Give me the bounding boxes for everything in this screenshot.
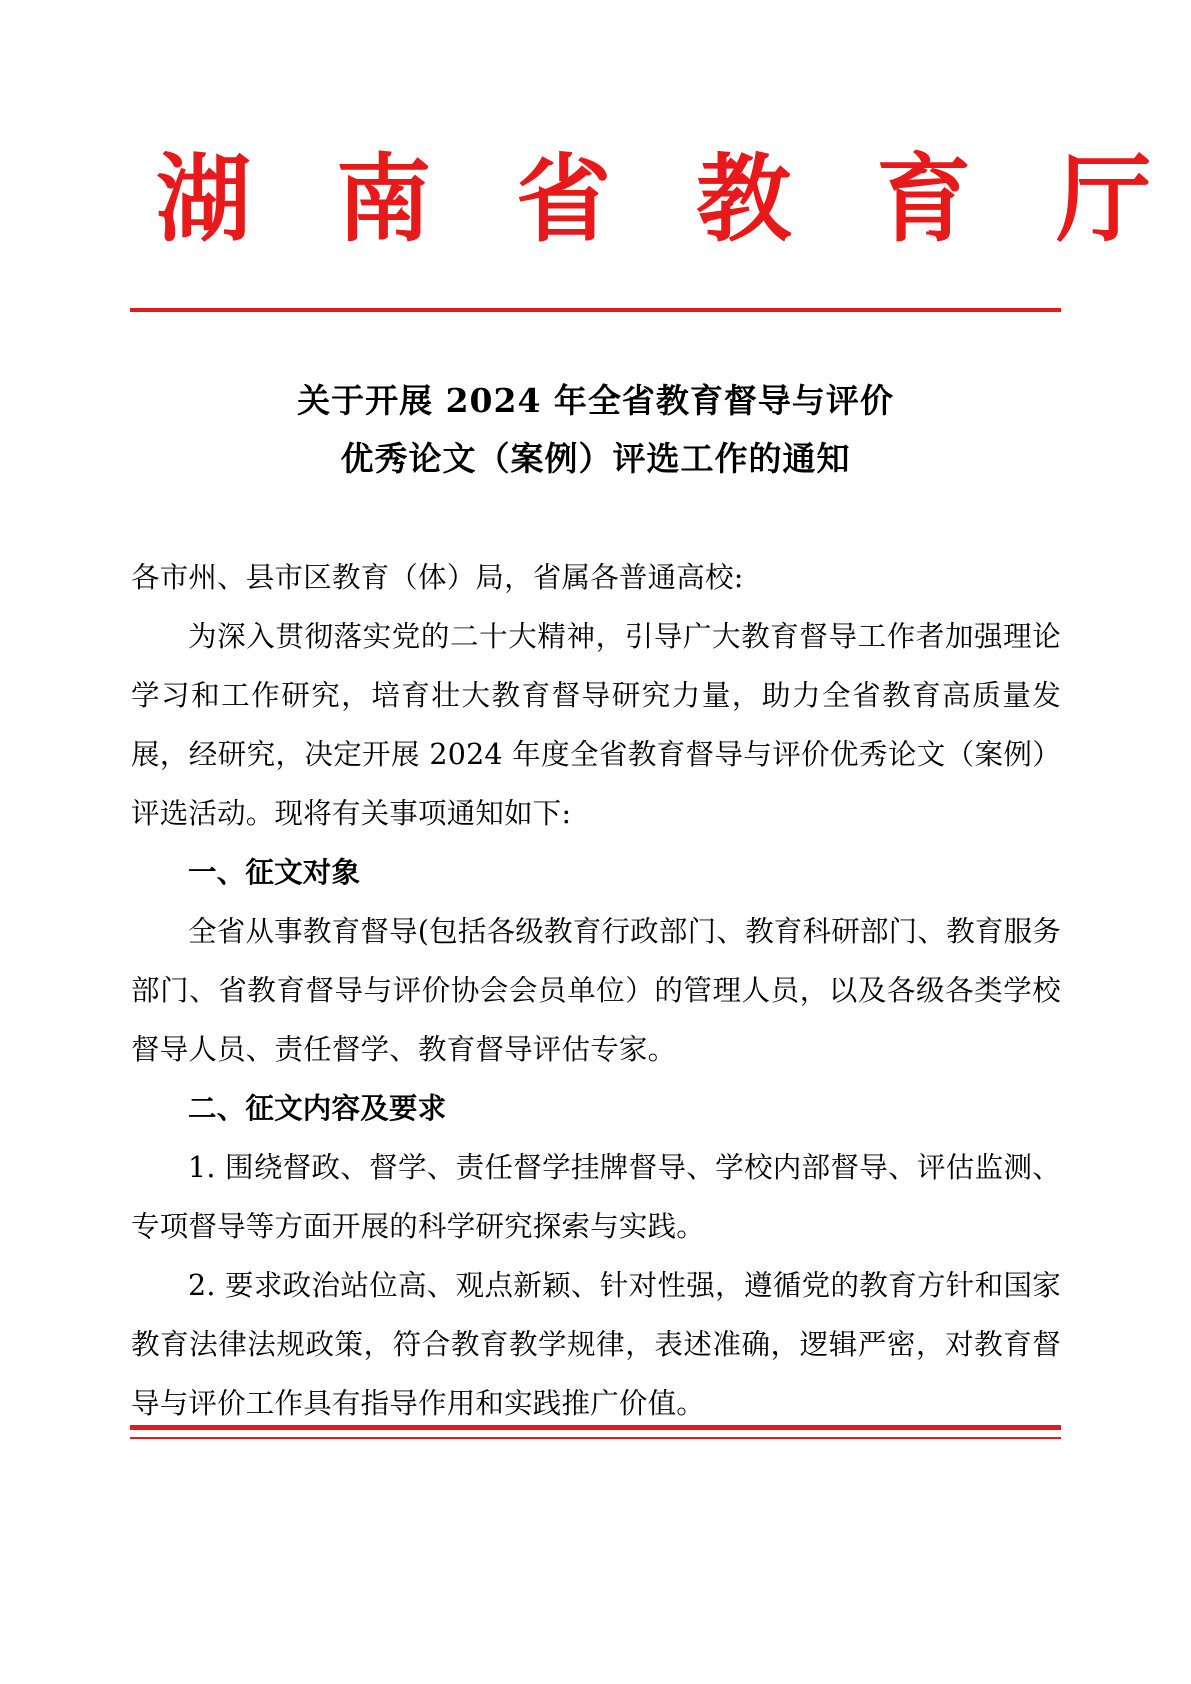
section-heading-two: 二、征文内容及要求	[188, 1091, 447, 1125]
document-body	[131, 548, 1061, 1433]
page-title-line-2: 优秀论文（案例）评选工作的通知	[340, 438, 851, 478]
letterhead-divider-rule	[130, 308, 1061, 312]
issuing-organization: 湖 南 省 教 育 厅	[156, 144, 1178, 255]
intro-paragraph: 为深入贯彻落实党的二十大精神，引导广大教育督导工作者加强理论学习和工作研究，培育壮大教育督导研究力量，助力全省教育高质量发展，经研究，决定开展 2024 年度全省教育督导与评价优秀论文（案例）评选活动。现将有关事项通知如下:	[131, 620, 1061, 830]
salutation: 各市州、县市区教育（体）局，省属各普通高校:	[131, 561, 744, 594]
section-heading-one: 一、征文对象	[188, 855, 361, 889]
section-one-paragraph: 全省从事教育督导(包括各级教育行政部门、教育科研部门、教育服务部门、省教育督导与评价协会会员单位）的管理人员，以及各级各类学校督导人员、责任督学、教育督导评估专家。	[131, 915, 1061, 1066]
letterhead	[130, 144, 1178, 255]
footer-rule-thick	[130, 1425, 1061, 1430]
section-two-item-1: 1. 围绕督政、督学、责任督学挂牌督导、学校内部督导、评估监测、专项督导等方面开展的科学研究探索与实践。	[131, 1151, 1061, 1243]
footer-rule-thin	[130, 1437, 1061, 1439]
section-two-item-2: 2. 要求政治站位高、观点新颖、针对性强，遵循党的教育方针和国家教育法律法规政策，符合教育教学规律，表述准确，逻辑严密，对教育督导与评价工作具有指导作用和实践推广价值。	[131, 1269, 1061, 1420]
page-title	[130, 372, 1061, 488]
page-title-line-1: 关于开展 2024 年全省教育督导与评价	[297, 381, 894, 420]
